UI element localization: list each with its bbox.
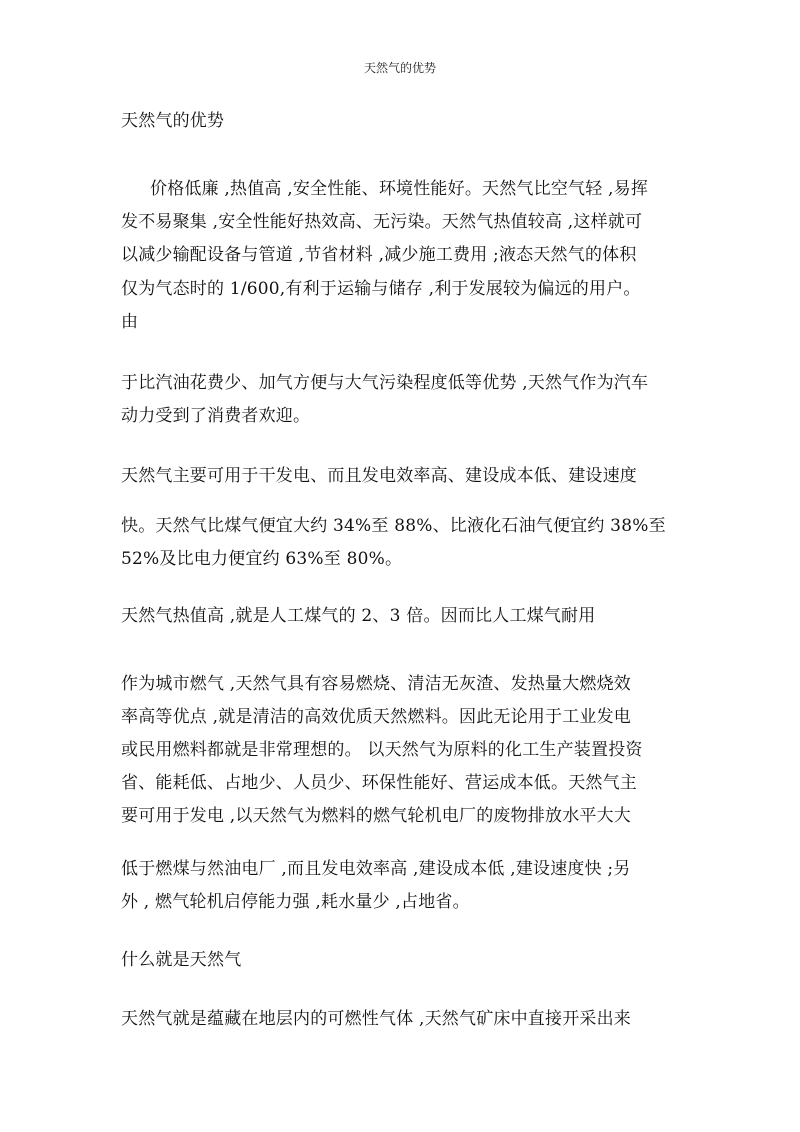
paragraph-line: 发不易聚集 ,安全性能好热效高、无污染。天然气热值较高 ,这样就可: [121, 212, 643, 232]
paragraph-line: 外 , 燃气轮机启停能力强 ,耗水量少 ,占地省。: [121, 892, 470, 912]
paragraph-line: 或民用燃料都就是非常理想的。 以天然气为原料的化工生产装置投资: [121, 740, 643, 760]
paragraph-line: 天然气主要可用于干发电、而且发电效率高、建设成本低、建设速度: [121, 466, 637, 486]
paragraph-line: 价格低廉 ,热值高 ,安全性能、环境性能好。天然气比空气轻 ,易挥: [150, 179, 649, 199]
paragraph-line: 作为城市燃气 ,天然气具有容易燃烧、清洁无灰渣、发热量大燃烧效: [121, 674, 632, 694]
paragraph-line: 要可用于发电 ,以天然气为燃料的燃气轮机电厂的废物排放水平大大: [121, 806, 632, 826]
running-header: 天然气的优势: [363, 61, 436, 75]
paragraph-line: 天然气就是蕴藏在地层内的可燃性气体 ,天然气矿床中直接开采出来: [121, 1009, 632, 1029]
paragraph-line: 52%及比电力便宜约 63%至 80%。: [121, 549, 403, 569]
paragraph-line: 动力受到了消费者欢迎。: [121, 406, 311, 426]
paragraph-line: 快。天然气比煤气便宜大约 34%至 88%、比液化石油气便宜约 38%至: [121, 516, 666, 536]
paragraph-line: 于比汽油花费少、加气方便与大气污染程度低等优势 ,天然气作为汽车: [121, 373, 649, 393]
paragraph-line: 仅为气态时的 1/600,有利于运输与储存 ,利于发展较为偏远的用户。: [121, 279, 641, 299]
paragraph-line: 由: [121, 312, 139, 332]
section-heading: 什么就是天然气: [121, 950, 242, 970]
paragraph-line: 以减少输配设备与管道 ,节省材料 ,减少施工费用 ;液态天然气的体积: [121, 245, 637, 265]
document-title: 天然气的优势: [121, 111, 225, 131]
paragraph-line: 天然气热值高 ,就是人工煤气的 2、3 倍。因而比人工煤气耐用: [121, 606, 596, 626]
paragraph-line: 省、能耗低、占地少、人员少、环保性能好、营运成本低。天然气主: [121, 773, 637, 793]
paragraph-line: 低于燃煤与然油电厂 ,而且发电效率高 ,建设成本低 ,建设速度快 ;另: [121, 859, 631, 879]
paragraph-line: 率高等优点 ,就是清洁的高效优质天然燃料。因此无论用于工业发电: [121, 707, 632, 727]
